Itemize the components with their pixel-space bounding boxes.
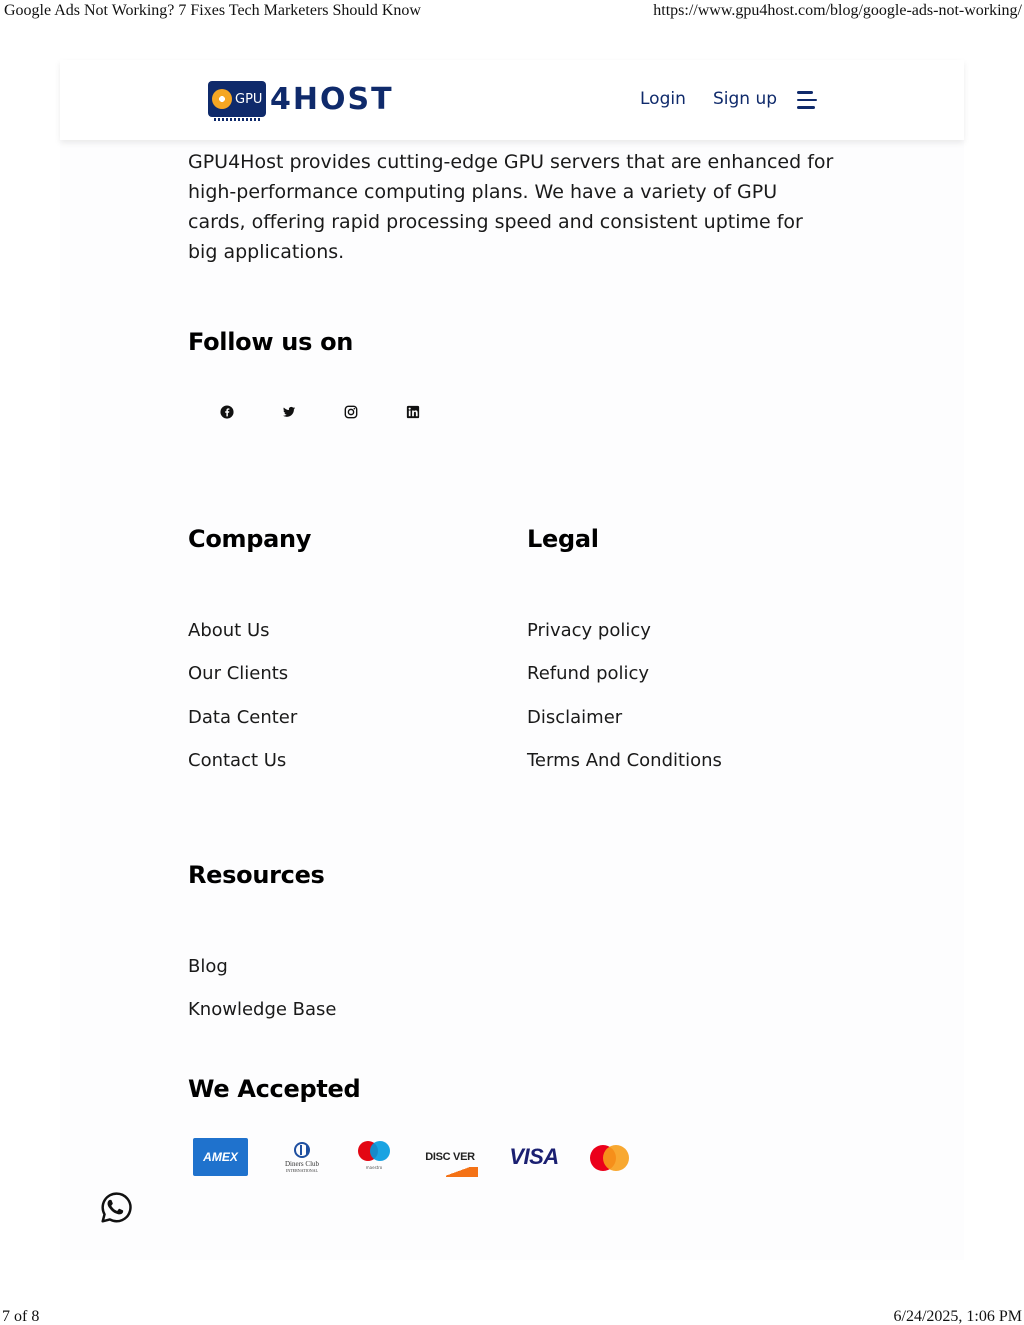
- facebook-icon[interactable]: [196, 400, 258, 424]
- logo-chip: [208, 81, 266, 117]
- company-link-about-us[interactable]: About Us: [188, 620, 270, 641]
- company-link-our-clients[interactable]: Our Clients: [188, 663, 289, 685]
- resources-link-blog[interactable]: Blog: [188, 956, 228, 977]
- maestro-caption: maestro: [365, 1165, 383, 1170]
- legal-link-refund[interactable]: Refund policy: [527, 663, 650, 685]
- resources-links: [188, 955, 337, 1042]
- company-links: [188, 619, 297, 792]
- mastercard-logo: [590, 1137, 632, 1177]
- login-link[interactable]: Login: [640, 89, 686, 109]
- payment-methods: [193, 1137, 662, 1177]
- hamburger-menu-icon[interactable]: [797, 91, 819, 109]
- logo-chip-text: GPU: [235, 91, 263, 107]
- diners-club-mark: [294, 1142, 310, 1158]
- diners-club-subtext: INTERNATIONAL: [286, 1167, 318, 1173]
- legal-links: [527, 619, 722, 792]
- print-header-url: https://www.gpu4host.com/blog/google-ads-not-working/: [653, 2, 1022, 19]
- logo-sun-icon: [212, 89, 232, 109]
- twitter-icon[interactable]: [258, 400, 320, 424]
- social-links: [196, 400, 444, 424]
- site-logo[interactable]: [208, 81, 394, 117]
- company-link-data-center[interactable]: Data Center: [188, 706, 298, 728]
- maestro-logo: [356, 1137, 392, 1177]
- legal-link-terms[interactable]: Terms And Conditions: [527, 749, 722, 771]
- navbar: [60, 60, 964, 140]
- signup-link[interactable]: Sign up: [713, 89, 778, 109]
- diners-club-logo: [278, 1137, 326, 1177]
- resources-heading: Resources: [188, 861, 325, 889]
- discover-text: DISC VER: [425, 1151, 475, 1163]
- amex-logo: AMEX: [193, 1138, 248, 1176]
- legal-link-disclaimer[interactable]: Disclaimer: [527, 706, 623, 728]
- discover-logo: [422, 1137, 478, 1177]
- company-heading: Company: [188, 525, 312, 553]
- print-header-title: Google Ads Not Working? 7 Fixes Tech Marketers Should Know: [4, 2, 421, 19]
- visa-logo: VISA: [509, 1144, 559, 1169]
- follow-heading: Follow us on: [188, 328, 354, 356]
- resources-link-knowledge-base[interactable]: Knowledge Base: [188, 999, 337, 1021]
- payments-heading: We Accepted: [188, 1075, 361, 1103]
- diners-club-text: Diners Club: [284, 1159, 320, 1168]
- about-description: GPU4Host provides cutting-edge GPU servers that are enhanced for high-performance computing plans. We have a variety of GPU cards, offering rapid processing speed and consistent uptime for big applications.: [188, 151, 834, 263]
- linkedin-icon[interactable]: [382, 400, 444, 424]
- company-link-contact-us[interactable]: Contact Us: [188, 749, 287, 771]
- print-footer-page: 7 of 8: [2, 1308, 40, 1325]
- print-footer-datetime: 6/24/2025, 1:06 PM: [893, 1308, 1022, 1325]
- instagram-icon[interactable]: [320, 400, 382, 424]
- logo-text: 4HOST: [270, 81, 394, 117]
- legal-heading: Legal: [527, 525, 599, 553]
- legal-link-privacy[interactable]: Privacy policy: [527, 620, 651, 641]
- whatsapp-icon[interactable]: [100, 1191, 133, 1224]
